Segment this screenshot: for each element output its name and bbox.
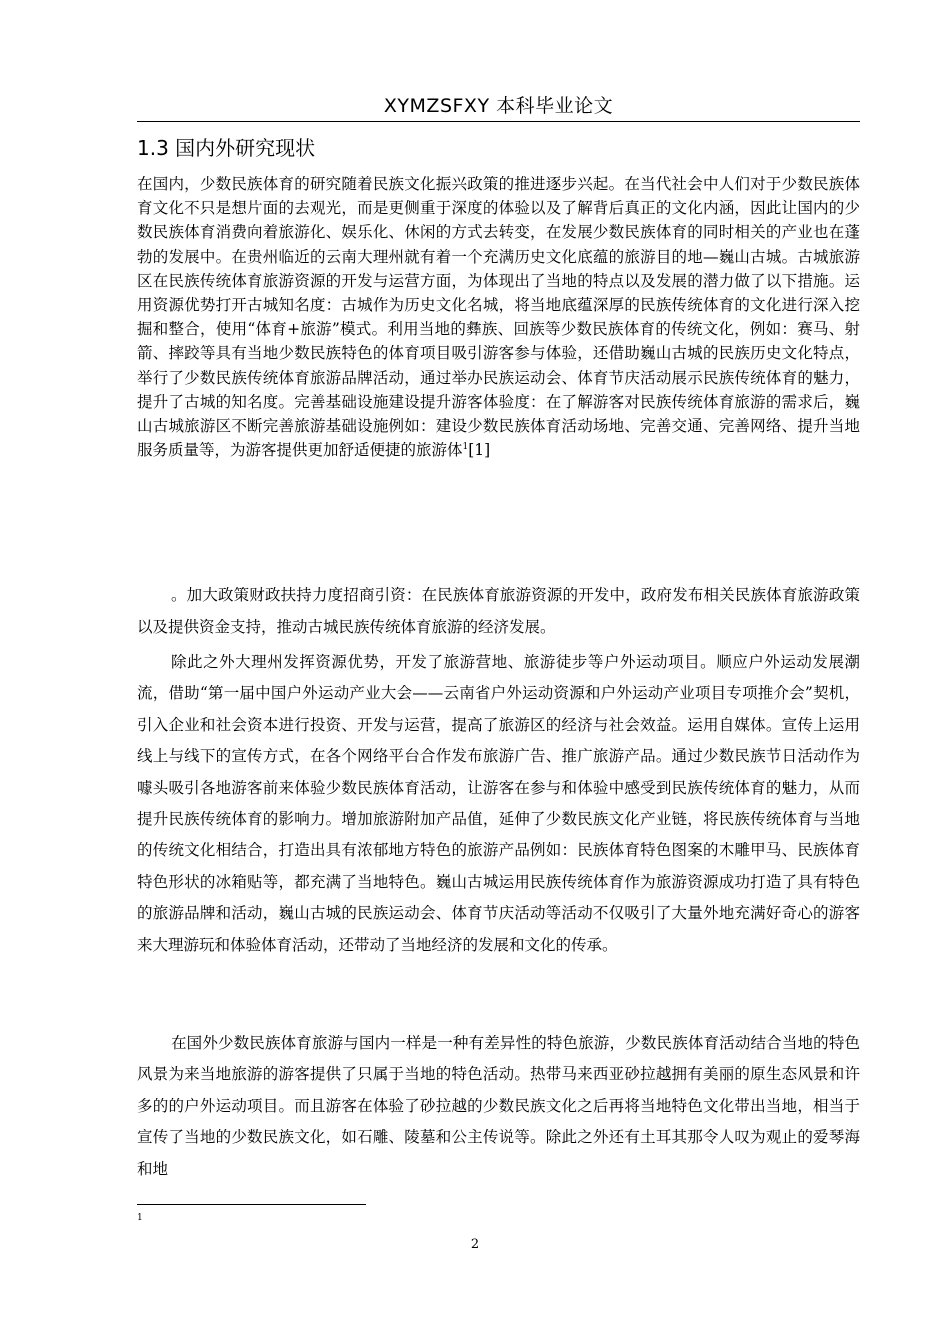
footnote-reference[interactable]: 1 xyxy=(462,442,469,453)
paragraph-outdoor-sports: 除此之外大理州发挥资源优势，开发了旅游营地、旅游徒步等户外运动项目。顺应户外运动发展潮流，借助“第一届中国户外运动产业大会——云南省户外运动资源和户外运动产业项目专项推介会”契机，引入企业和社会资本进行投资、开发与运营，提高了旅游区的经济与社会效益。运用自媒体。宣传上运用线上与线下的宣传方式，在各个网络平台合作发布旅游广告、推广旅游产品。通过少数民族节日活动作为噱头吸引各地游客前来体验少数民族体育活动，让游客在参与和体验中感受到民族传统体育的魅力，从而提升民族传统体育的影响力。增加旅游附加产品值，延伸了少数民族文化产业链，将民族传统体育与当地的传统文化相结合，打造出具有浓郁地方特色的旅游产品例如：民族体育特色图案的木雕甲马、民族体育特色形状的冰箱贴等，都充满了当地特色。巍山古城运用民族传统体育作为旅游资源成功打造了具有特色的旅游品牌和活动，巍山古城的民族运动会、体育节庆活动等活动不仅吸引了大量外地充满好奇心的游客来大理游玩和体验体育活动，还带动了当地经济的发展和文化的传承。 xyxy=(137,653,860,954)
paragraph-domestic-research xyxy=(137,172,860,462)
page-number: 2 xyxy=(470,1237,480,1252)
page-header-title: XYMZSFXY 本科毕业论文 xyxy=(383,95,614,117)
section-heading: 1.3 国内外研究现状 xyxy=(137,136,316,160)
footnote-divider xyxy=(137,1204,366,1205)
paragraph-policy-support: 。加大政策财政扶持力度招商引资：在民族体育旅游资源的开发中，政府发布相关民族体育旅游政策以及提供资金支持，推动古城民族传统体育旅游的经济发展。 xyxy=(137,586,860,636)
paragraph-foreign-research: 在国外少数民族体育旅游与国内一样是一种有差异性的特色旅游，少数民族体育活动结合当地的特色风景为来当地旅游的游客提供了只属于当地的特色活动。热带马来西亚砂拉越拥有美丽的原生态风景和许多的的户外运动项目。而且游客在体验了砂拉越的少数民族文化之后再将当地特色文化带出当地，相当于宣传了当地的少数民族文化，如石雕、陵墓和公主传说等。除此之外还有土耳其那令人叹为观止的爱琴海和地 xyxy=(137,1034,860,1178)
citation-reference[interactable]: [1] xyxy=(468,441,491,460)
header-divider xyxy=(137,121,860,122)
paragraph-text: 在国内，少数民族体育的研究随着民族文化振兴政策的推进逐步兴起。在当代社会中人们对于少数民族体育文化不只是想片面的去观光，而是更侧重于深度的体验以及了解背后真正的文化内涵，因此让国内的少数民族体育消费向着旅游化、娱乐化、休闲的方式去转变，在发展少数民族体育的同时相关的产业也在蓬勃的发展中。在贵州临近的云南大理州就有着一个充满历史文化底蕴的旅游目的地—巍山古城。古城旅游区在民族传统体育旅游资源的开发与运营方面，为体现出了当地的特点以及发展的潜力做了以下措施。运用资源优势打开古城知名度：古城作为历史文化名城，将当地底蕴深厚的民族传统体育的文化进行深入挖掘和整合，使用“体育+旅游”模式。利用当地的彝族、回族等少数民族体育的传统文化，例如：赛马、射箭、摔跤等具有当地少数民族特色的体育项目吸引游客参与体验，还借助巍山古城的民族历史文化特点，举行了少数民族传统体育旅游品牌活动，通过举办民族运动会、体育节庆活动展示民族传统体育的魅力，提升了古城的知名度。完善基础设施建设提升游客体验度：在了解游客对民族传统体育旅游的需求后，巍山古城旅游区不断完善旅游基础设施例如：建设少数民族体育活动场地、完善交通、完善网络、提升当地服务质量等，为游客提供更加舒适便捷的旅游体 xyxy=(137,175,860,460)
footnote-mark: 1 xyxy=(137,1213,143,1223)
